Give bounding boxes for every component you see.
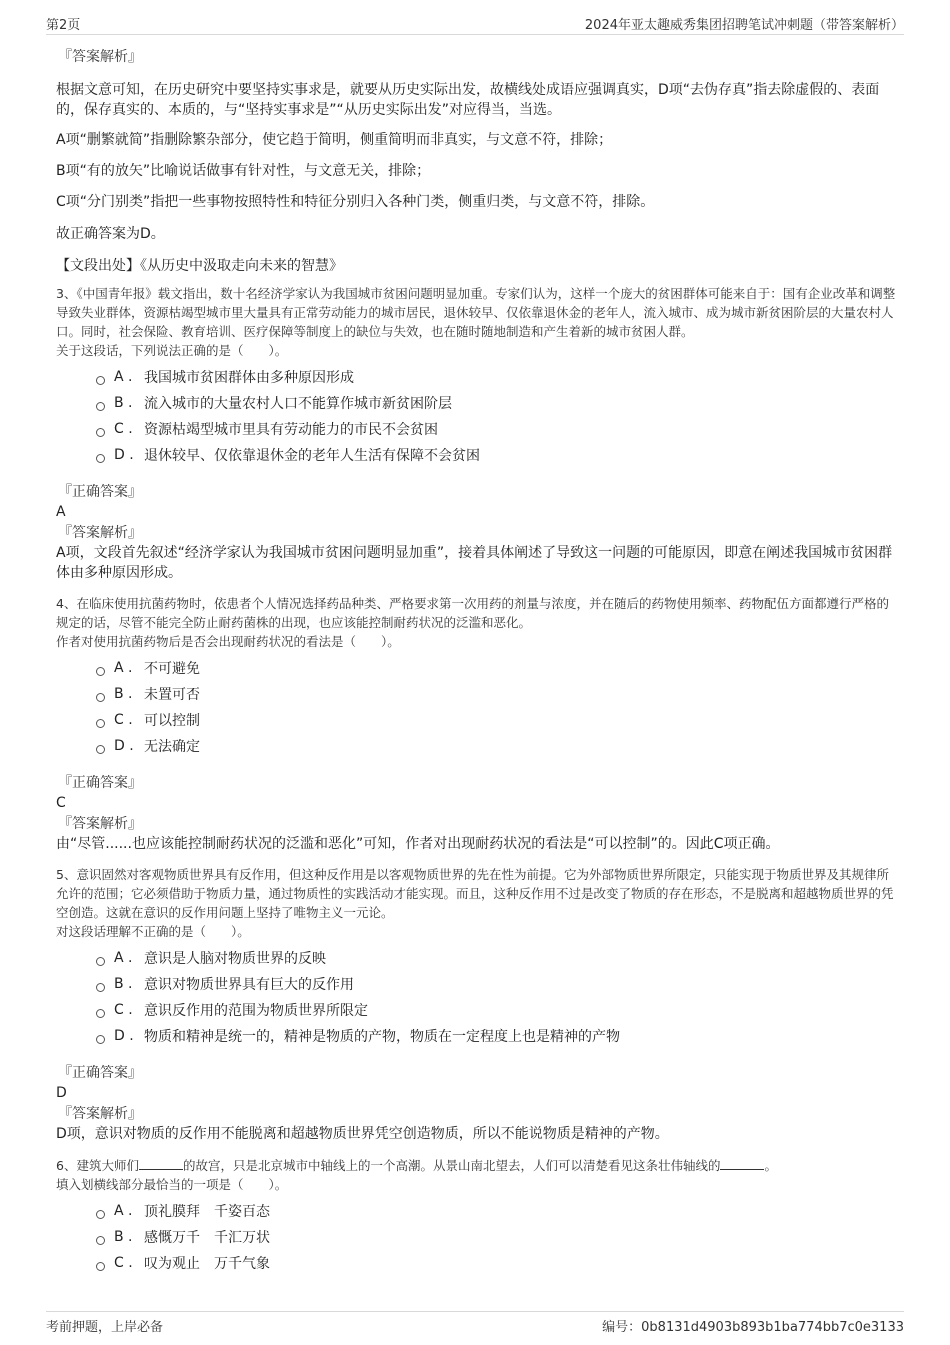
option-text: 无法确定 <box>144 739 200 755</box>
option-text: 我国城市贫困群体由多种原因形成 <box>144 370 354 386</box>
document-title: 2024年亚太趣威秀集团招聘笔试冲刺题（带答案解析） <box>584 18 904 33</box>
option-letter: B . <box>114 686 133 702</box>
option-letter: B . <box>114 395 133 411</box>
option-letter: C . <box>114 421 133 437</box>
option-text: 可以控制 <box>144 713 200 729</box>
analysis-label: 『答案解析』 <box>58 49 142 65</box>
option-a[interactable] <box>96 364 898 390</box>
question-text: 5、意识固然对客观物质世界具有反作用，但这种反作用是以客观物质世界的先在性为前提。它为外部物质世界所限定，只能实现于物质世界及其规律所允许的范围；它必须借助于物质力量，通过物质性的实践活动才能实现。而且，这种反作用不过是改变了物质的存在形态，不是脱离和超越物质世界的凭空创造。这就在意识的反作用问题上坚持了唯物主义一元论。 <box>56 867 894 920</box>
question-3 <box>56 284 898 583</box>
radio-icon[interactable] <box>96 1009 105 1018</box>
question-text: 4、在临床使用抗菌药物时，依患者个人情况选择药品种类、严格要求第一次用药的剂量与浓度，并在随后的药物使用频率、药物配伍方面都遵行严格的规定的话，尽管不能完全防止耐药菌株的出现，也应该能控制耐药状况的泛滥和恶化。 <box>56 596 889 630</box>
option-d[interactable] <box>96 733 898 759</box>
radio-icon[interactable] <box>96 428 105 437</box>
option-list <box>96 945 898 1049</box>
radio-icon[interactable] <box>96 745 105 754</box>
option-text: 不可避免 <box>144 661 200 677</box>
option-text: 顶礼膜拜 千姿百态 <box>144 1204 270 1220</box>
option-list <box>96 655 898 759</box>
option-text: 流入城市的大量农村人口不能算作城市新贫困阶层 <box>144 396 452 412</box>
question-text-part3: 。 <box>764 1158 777 1173</box>
question-prompt: 作者对使用抗菌药物后是否会出现耐药状况的看法是（ ）。 <box>56 634 400 649</box>
option-b[interactable] <box>96 390 898 416</box>
radio-icon[interactable] <box>96 1262 105 1271</box>
analysis-text: 由“尽管......也应该能控制耐药状况的泛滥和恶化”可知，作者对出现耐药状况的看法是“可以控制”的。因此C项正确。 <box>56 836 780 852</box>
radio-icon[interactable] <box>96 402 105 411</box>
analysis-text: A项，文段首先叙述“经济学家认为我国城市贫困问题明显加重”，接着具体阐述了导致这一问题的可能原因，即意在阐述我国城市贫困群体由多种原因形成。 <box>56 545 893 581</box>
answer-label: 『正确答案』 <box>58 1065 142 1081</box>
document-id: 编号：0b8131d4903b893b1ba774bb7c0e3133 <box>602 1320 904 1335</box>
analysis-label: 『答案解析』 <box>58 816 142 832</box>
option-letter: C . <box>114 1255 133 1271</box>
option-list <box>96 364 898 468</box>
option-c[interactable] <box>96 997 898 1023</box>
radio-icon[interactable] <box>96 1236 105 1245</box>
option-c[interactable] <box>96 416 898 442</box>
answer-value: A <box>56 504 66 520</box>
option-letter: D . <box>114 738 134 754</box>
option-text: 退休较早、仅依靠退休金的老年人生活有保障不会贫困 <box>144 448 480 464</box>
option-text: 感慨万千 千汇万状 <box>144 1230 270 1246</box>
option-c[interactable] <box>96 1250 898 1276</box>
option-letter: D . <box>114 447 134 463</box>
question-5 <box>56 865 898 1144</box>
option-letter: A . <box>114 950 133 966</box>
option-text: 未置可否 <box>144 687 200 703</box>
fill-blank-2 <box>720 1157 764 1170</box>
option-c[interactable] <box>96 707 898 733</box>
option-b[interactable] <box>96 1224 898 1250</box>
option-text: 物质和精神是统一的，精神是物质的产物，物质在一定程度上也是精神的产物 <box>144 1029 620 1045</box>
answer-value: D <box>56 1085 67 1101</box>
radio-icon[interactable] <box>96 667 105 676</box>
question-text <box>56 1156 898 1175</box>
answer-label: 『正确答案』 <box>58 484 142 500</box>
analysis-option-a: A项“删繁就简”指删除繁杂部分，使它趋于简明，侧重简明而非真实，与文意不符，排除； <box>56 132 613 148</box>
question-4 <box>56 594 898 854</box>
option-text: 意识对物质世界具有巨大的反作用 <box>144 977 354 993</box>
option-d[interactable] <box>96 442 898 468</box>
option-letter: A . <box>114 660 133 676</box>
option-letter: C . <box>114 712 133 728</box>
page-footer <box>46 1311 904 1336</box>
analysis-text: D项，意识对物质的反作用不能脱离和超越物质世界凭空创造物质，所以不能说物质是精神的产物。 <box>56 1126 669 1142</box>
analysis-option-c: C项“分门别类”指把一些事物按照特性和特征分别归入各种门类，侧重归类，与文意不符，排除。 <box>56 194 655 210</box>
radio-icon[interactable] <box>96 719 105 728</box>
radio-icon[interactable] <box>96 1210 105 1219</box>
option-a[interactable] <box>96 655 898 681</box>
question-prompt: 对这段话理解不正确的是（ ）。 <box>56 924 250 939</box>
option-text: 资源枯竭型城市里具有劳动能力的市民不会贫困 <box>144 422 438 438</box>
question-6 <box>56 1156 898 1276</box>
analysis-text: 根据文意可知，在历史研究中要坚持实事求是，就要从历史实际出发，故横线处成语应强调真实，D项“去伪存真”指去除虚假的、表面的，保存真实的、本质的，与“坚持实事求是”“从历史实际出发”对应得当，当选。 <box>56 82 880 118</box>
page-number: 第2页 <box>46 18 81 33</box>
radio-icon[interactable] <box>96 983 105 992</box>
question-text-part2: 的故宫，只是北京城市中轴线上的一个高潮。从景山南北望去，人们可以清楚看见这条壮伟轴线的 <box>182 1158 721 1173</box>
radio-icon[interactable] <box>96 454 105 463</box>
source-citation: 【文段出处】《从历史中汲取走向未来的智慧》 <box>56 258 343 274</box>
question-text-part1: 6、建筑大师们 <box>56 1158 139 1173</box>
footer-slogan: 考前押题，上岸必备 <box>46 1320 164 1335</box>
option-letter: A . <box>114 369 133 385</box>
radio-icon[interactable] <box>96 376 105 385</box>
option-list <box>96 1198 898 1276</box>
question-prompt: 填入划横线部分最恰当的一项是（ ）。 <box>56 1177 288 1192</box>
option-a[interactable] <box>96 945 898 971</box>
option-a[interactable] <box>96 1198 898 1224</box>
answer-value: C <box>56 795 66 811</box>
fill-blank-1 <box>139 1157 183 1170</box>
option-letter: B . <box>114 976 133 992</box>
option-text: 意识反作用的范围为物质世界所限定 <box>144 1003 368 1019</box>
option-letter: B . <box>114 1229 133 1245</box>
radio-icon[interactable] <box>96 957 105 966</box>
option-text: 意识是人脑对物质世界的反映 <box>144 951 326 967</box>
option-b[interactable] <box>96 971 898 997</box>
page-header <box>46 14 904 35</box>
option-b[interactable] <box>96 681 898 707</box>
option-d[interactable] <box>96 1023 898 1049</box>
option-letter: A . <box>114 1203 133 1219</box>
document-body <box>56 46 898 1276</box>
question-text: 3、《中国青年报》载文指出，数十名经济学家认为我国城市贫困问题明显加重。专家们认为，这样一个庞大的贫困群体可能来自于：国有企业改革和调整导致失业群体，资源枯竭型城市里大量具有正常劳动能力的城市居民，退休较早、仅依靠退休金的老年人，流入城市、成为城市新贫困阶层的大量农村人口。同时，社会保险、教育培训、医疗保障等制度上的缺位与失效，也在随时随地制造和产生着新的城市贫困人群。 <box>56 286 896 339</box>
option-letter: D . <box>114 1028 134 1044</box>
question-prompt: 关于这段话，下列说法正确的是（ ）。 <box>56 343 288 358</box>
analysis-label: 『答案解析』 <box>58 1106 142 1122</box>
analysis-option-b: B项“有的放矢”比喻说话做事有针对性，与文意无关，排除； <box>56 163 431 179</box>
analysis-label: 『答案解析』 <box>58 525 142 541</box>
option-text: 叹为观止 万千气象 <box>144 1256 270 1272</box>
answer-label: 『正确答案』 <box>58 775 142 791</box>
option-letter: C . <box>114 1002 133 1018</box>
radio-icon[interactable] <box>96 693 105 702</box>
radio-icon[interactable] <box>96 1035 105 1044</box>
analysis-conclusion: 故正确答案为D。 <box>56 226 165 242</box>
